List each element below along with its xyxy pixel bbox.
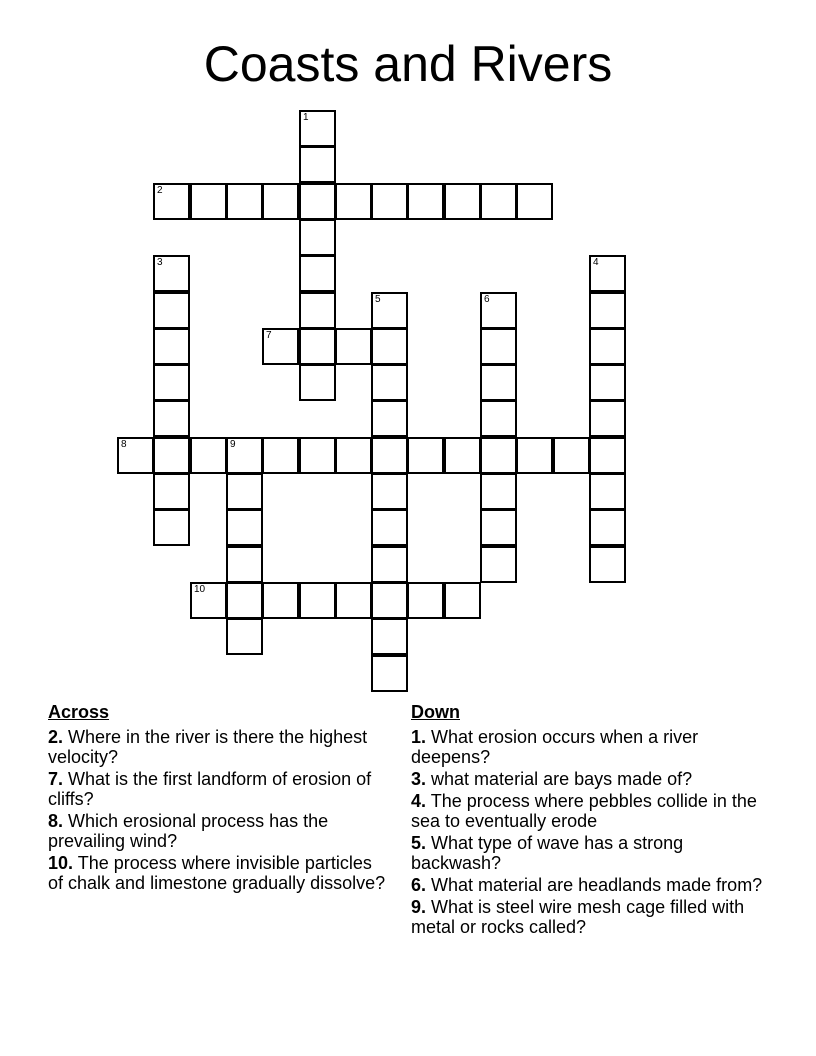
cell-number: 5	[375, 294, 381, 305]
grid-cell[interactable]	[153, 400, 190, 437]
grid-cell[interactable]	[226, 183, 263, 220]
grid-cell[interactable]	[335, 582, 372, 619]
grid-cell[interactable]	[226, 437, 263, 474]
across-clue	[48, 769, 388, 809]
grid-cell[interactable]	[480, 437, 517, 474]
clue-text: The process where pebbles collide in the sea to eventually erode	[411, 791, 757, 831]
grid-cell[interactable]	[589, 437, 626, 474]
grid-cell[interactable]	[262, 582, 299, 619]
down-heading: Down	[411, 702, 460, 722]
grid-cell[interactable]	[226, 546, 263, 583]
grid-cell[interactable]	[153, 328, 190, 365]
grid-cell[interactable]	[153, 255, 190, 292]
clue-text: Which erosional process has the prevailing wind?	[48, 811, 329, 851]
grid-cell[interactable]	[371, 183, 408, 220]
grid-cell[interactable]	[480, 509, 517, 546]
grid-cell[interactable]	[480, 473, 517, 510]
grid-cell[interactable]	[444, 437, 481, 474]
grid-cell[interactable]	[444, 582, 481, 619]
grid-cell[interactable]	[371, 582, 408, 619]
down-clue	[411, 897, 771, 937]
clue-text: What type of wave has a strong backwash?	[411, 833, 684, 873]
grid-cell[interactable]	[299, 582, 336, 619]
grid-cell[interactable]	[480, 364, 517, 401]
grid-cell[interactable]	[299, 183, 336, 220]
grid-cell[interactable]	[407, 183, 444, 220]
across-clue	[48, 727, 388, 767]
down-clue	[411, 727, 771, 767]
cell-number: 6	[484, 294, 490, 305]
grid-cell[interactable]	[407, 437, 444, 474]
grid-cell[interactable]	[516, 183, 553, 220]
clue-text: What erosion occurs when a river deepens?	[411, 727, 699, 767]
down-clue	[411, 769, 771, 789]
clue-text: What is the first landform of erosion of cliffs?	[48, 769, 372, 809]
grid-cell[interactable]	[226, 509, 263, 546]
grid-cell[interactable]	[371, 655, 408, 692]
clue-number: 5.	[411, 833, 427, 853]
clue-text: what material are bays made of?	[431, 769, 693, 789]
clue-text: What material are headlands made from?	[431, 875, 763, 895]
grid-cell[interactable]	[589, 364, 626, 401]
across-clues	[48, 702, 388, 895]
grid-cell[interactable]	[226, 618, 263, 655]
grid-cell[interactable]	[589, 509, 626, 546]
grid-cell[interactable]	[371, 509, 408, 546]
grid-cell[interactable]	[190, 582, 227, 619]
grid-cell[interactable]	[371, 328, 408, 365]
grid-cell[interactable]	[516, 437, 553, 474]
grid-cell[interactable]	[371, 473, 408, 510]
grid-cell[interactable]	[299, 292, 336, 329]
grid-cell[interactable]	[553, 437, 590, 474]
cell-number: 1	[303, 112, 309, 123]
clue-text: What is steel wire mesh cage filled with metal or rocks called?	[411, 897, 745, 937]
grid-cell[interactable]	[589, 400, 626, 437]
across-clue	[48, 811, 388, 851]
grid-cell[interactable]	[371, 437, 408, 474]
across-clue	[48, 853, 388, 893]
grid-cell[interactable]	[299, 110, 336, 147]
grid-cell[interactable]	[226, 582, 263, 619]
grid-cell[interactable]	[153, 473, 190, 510]
clue-number: 8.	[48, 811, 64, 831]
page-title: Coasts and Rivers	[203, 36, 613, 92]
down-clue	[411, 791, 771, 831]
grid-cell[interactable]	[153, 183, 190, 220]
grid-cell[interactable]	[153, 364, 190, 401]
cell-number: 10	[194, 584, 206, 595]
grid-cell[interactable]	[262, 328, 299, 365]
crossword-grid	[117, 110, 627, 692]
cell-number: 9	[230, 439, 236, 450]
grid-cell[interactable]	[299, 364, 336, 401]
grid-cell[interactable]	[589, 473, 626, 510]
down-clue	[411, 833, 771, 873]
clue-text: The process where invisible particles of chalk and limestone gradually dissolve?	[48, 853, 386, 893]
grid-cell[interactable]	[117, 437, 154, 474]
grid-cell[interactable]	[371, 364, 408, 401]
grid-cell[interactable]	[371, 400, 408, 437]
grid-cell[interactable]	[335, 183, 372, 220]
grid-cell[interactable]	[480, 328, 517, 365]
down-clue	[411, 875, 771, 895]
grid-cell[interactable]	[371, 546, 408, 583]
grid-cell[interactable]	[589, 546, 626, 583]
cell-number: 3	[157, 257, 163, 268]
grid-cell[interactable]	[190, 183, 227, 220]
grid-cell[interactable]	[262, 437, 299, 474]
cell-number: 7	[266, 330, 272, 341]
grid-cell[interactable]	[153, 292, 190, 329]
grid-cell[interactable]	[480, 400, 517, 437]
clue-number: 3.	[411, 769, 427, 789]
grid-cell[interactable]	[589, 292, 626, 329]
grid-cell[interactable]	[226, 473, 263, 510]
grid-cell[interactable]	[262, 183, 299, 220]
clue-number: 2.	[48, 727, 64, 747]
grid-cell[interactable]	[335, 437, 372, 474]
cell-number: 8	[121, 439, 127, 450]
clue-number: 4.	[411, 791, 427, 811]
grid-cell[interactable]	[190, 437, 227, 474]
clue-text: Where in the river is there the highest velocity?	[48, 727, 368, 767]
grid-cell[interactable]	[299, 219, 336, 256]
grid-cell[interactable]	[299, 255, 336, 292]
grid-cell[interactable]	[335, 328, 372, 365]
grid-cell[interactable]	[589, 255, 626, 292]
grid-cell[interactable]	[299, 328, 336, 365]
grid-cell[interactable]	[371, 292, 408, 329]
cell-number: 2	[157, 185, 163, 196]
clue-number: 7.	[48, 769, 64, 789]
clue-number: 10.	[48, 853, 74, 873]
grid-cell[interactable]	[480, 183, 517, 220]
across-heading: Across	[48, 702, 110, 722]
grid-cell[interactable]	[480, 546, 517, 583]
grid-cell[interactable]	[153, 437, 190, 474]
grid-cell[interactable]	[299, 146, 336, 183]
grid-cell[interactable]	[444, 183, 481, 220]
grid-cell[interactable]	[407, 582, 444, 619]
clue-number: 1.	[411, 727, 427, 747]
grid-cell[interactable]	[589, 328, 626, 365]
grid-cell[interactable]	[480, 292, 517, 329]
clue-number: 9.	[411, 897, 427, 917]
clue-number: 6.	[411, 875, 427, 895]
cell-number: 4	[593, 257, 599, 268]
grid-cell[interactable]	[299, 437, 336, 474]
grid-cell[interactable]	[371, 618, 408, 655]
down-clues	[411, 702, 771, 939]
grid-cell[interactable]	[153, 509, 190, 546]
